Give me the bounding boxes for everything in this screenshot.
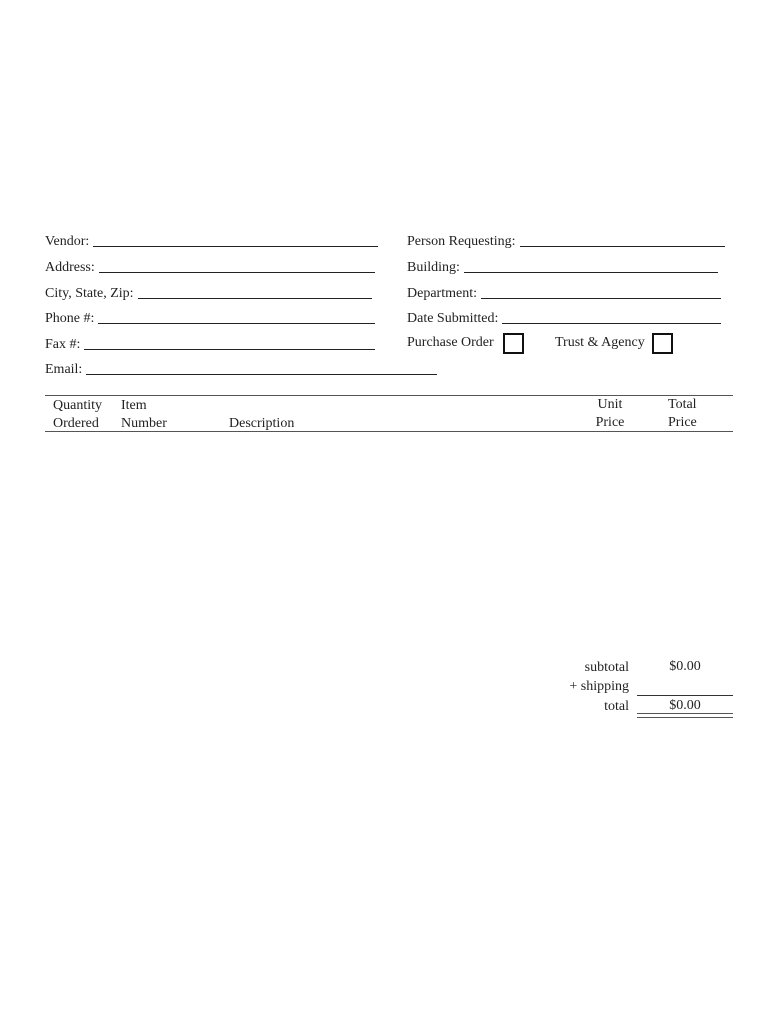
building-field <box>407 256 718 276</box>
department-label: Department: <box>407 286 477 301</box>
trust-agency-checkbox[interactable] <box>652 333 673 354</box>
col-item-line2: Number <box>121 416 167 431</box>
shipping-label: + shipping <box>569 679 629 694</box>
phone-label: Phone #: <box>45 311 95 326</box>
col-unit-line2: Price <box>595 415 625 430</box>
person-requesting-input-line[interactable] <box>520 232 726 247</box>
total-double-underline <box>637 713 733 718</box>
col-unit-line1: Unit <box>597 397 623 412</box>
trust-agency-label: Trust & Agency <box>555 335 645 350</box>
building-label: Building: <box>407 260 460 275</box>
address-field <box>45 256 375 276</box>
col-quantity-line1: Quantity <box>53 398 102 413</box>
fax-label: Fax #: <box>45 337 81 352</box>
department-field <box>407 282 721 302</box>
address-input-line[interactable] <box>99 258 375 273</box>
col-item-number <box>121 397 167 433</box>
date-submitted-input-line[interactable] <box>502 309 721 324</box>
col-description-line2: Description <box>229 416 295 431</box>
email-field <box>45 358 437 378</box>
col-description-line1 <box>229 397 294 415</box>
city-state-zip-field <box>45 282 372 302</box>
purchase-order-checkbox[interactable] <box>503 333 524 354</box>
person-requesting-label: Person Requesting: <box>407 234 516 249</box>
building-input-line[interactable] <box>464 258 718 273</box>
person-requesting-field <box>407 230 725 250</box>
city-state-zip-label: City, State, Zip: <box>45 286 134 301</box>
address-label: Address: <box>45 260 95 275</box>
phone-input-line[interactable] <box>98 309 375 324</box>
purchase-order-option <box>407 332 524 354</box>
phone-field <box>45 307 375 327</box>
vendor-field <box>45 230 378 250</box>
items-table-header <box>45 395 733 432</box>
col-description <box>229 397 294 433</box>
subtotal-value: $0.00 <box>669 659 701 674</box>
department-input-line[interactable] <box>481 284 721 299</box>
email-label: Email: <box>45 362 83 377</box>
city-state-zip-input-line[interactable] <box>138 284 372 299</box>
email-input-line[interactable] <box>86 360 437 375</box>
shipping-value[interactable] <box>637 677 733 695</box>
total-label: total <box>604 699 629 714</box>
fax-field <box>45 333 375 353</box>
col-item-line1: Item <box>121 398 147 413</box>
col-total-line2: Price <box>668 415 697 430</box>
total-value: $0.00 <box>669 698 701 713</box>
col-quantity-line2: Ordered <box>53 416 99 431</box>
subtotal-label: subtotal <box>584 660 629 675</box>
date-submitted-field <box>407 307 721 327</box>
shipping-underline <box>637 695 733 696</box>
col-total-line1: Total <box>668 397 697 412</box>
date-submitted-label: Date Submitted: <box>407 311 499 326</box>
trust-agency-option <box>555 332 673 354</box>
purchase-order-label: Purchase Order <box>407 335 494 350</box>
fax-input-line[interactable] <box>84 335 375 350</box>
col-quantity-ordered <box>53 397 102 433</box>
col-unit-price <box>585 396 635 432</box>
vendor-label: Vendor: <box>45 234 90 249</box>
col-total-price <box>668 396 697 432</box>
vendor-input-line[interactable] <box>93 232 378 247</box>
